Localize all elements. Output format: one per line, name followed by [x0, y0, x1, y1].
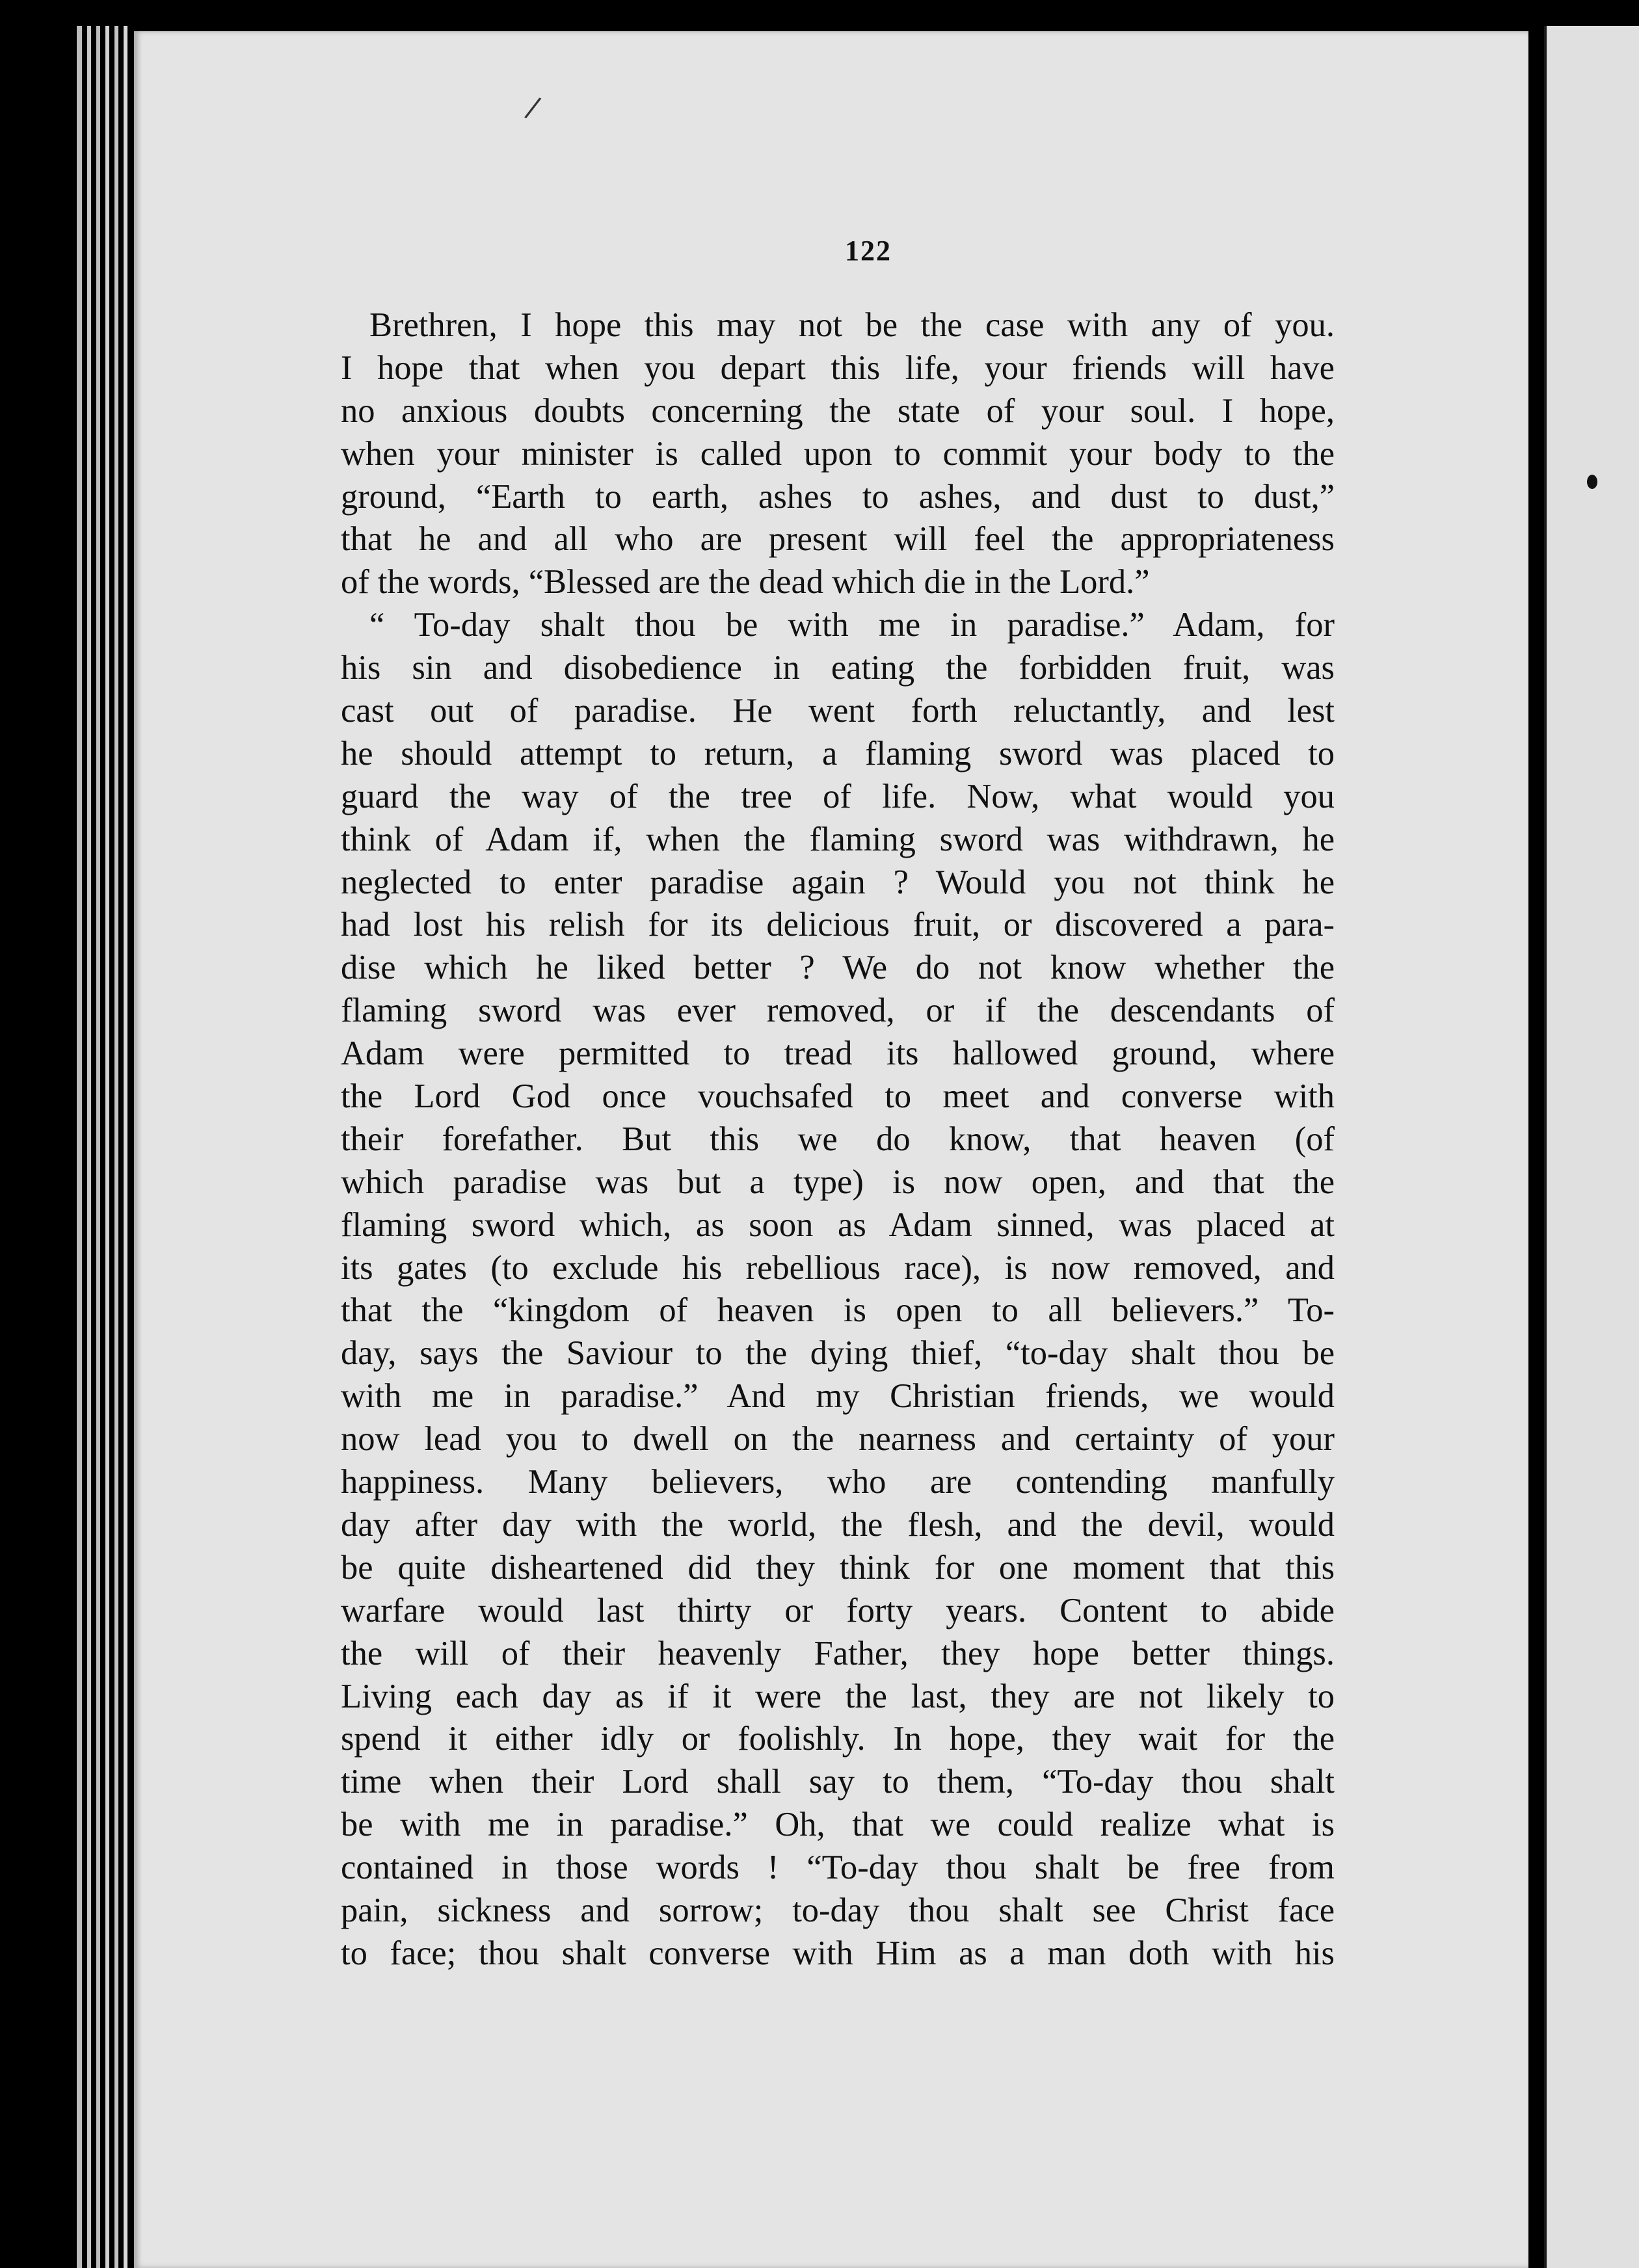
text-line: to face; thou shalt converse with Him as a man doth with his [341, 1934, 1335, 1972]
text-line: when your minister is called upon to commit your body to the [341, 434, 1335, 473]
text-line: dise which he liked better ? We do not know whether the [341, 949, 1335, 987]
text-line: which paradise was but a type) is now open, and that the [341, 1163, 1335, 1201]
page-number: 122 [845, 235, 892, 267]
text-line: be with me in paradise.” Oh, that we could realize what is [341, 1806, 1335, 1844]
text-line: ground, “Earth to earth, ashes to ashes, and dust to dust,” [341, 477, 1335, 516]
ink-spot [1587, 475, 1597, 489]
text-line: its gates (to exclude his rebellious race), is now removed, and [341, 1248, 1335, 1287]
text-line: with me in paradise.” And my Christian friends, we would [341, 1377, 1335, 1416]
text-line: Adam were permitted to tread its hallowed ground, where [341, 1035, 1335, 1073]
text-line: time when their Lord shall say to them, “To-day thou shalt [341, 1763, 1335, 1801]
text-line: day after day with the world, the flesh, and the devil, would [341, 1505, 1335, 1544]
text-line: had lost his relish for its delicious fruit, or discovered a para- [341, 906, 1335, 944]
text-line: that the “kingdom of heaven is open to all believers.” To- [341, 1291, 1335, 1330]
text-line: flaming sword which, as soon as Adam sinned, was placed at [341, 1206, 1335, 1244]
page-edge [124, 26, 127, 2268]
page-edge [114, 26, 118, 2268]
text-line: “ To-day shalt thou be with me in paradise.” Adam, for [369, 606, 1335, 644]
text-line: think of Adam if, when the flaming sword was withdrawn, he [341, 820, 1335, 858]
text-line: neglected to enter paradise again ? Would you not think he [341, 863, 1335, 901]
text-line: that he and all who are present will feel the appropriateness [341, 520, 1335, 559]
text-line: the will of their heavenly Father, they hope better things. [341, 1634, 1335, 1672]
text-line: their forefather. But this we do know, that heaven (of [341, 1120, 1335, 1158]
page-body-text [341, 304, 1335, 1975]
text-line: of the words, “Blessed are the dead which die in the Lord.” [341, 563, 1150, 601]
text-line: guard the way of the tree of life. Now, what would you [341, 777, 1335, 815]
pencil-mark: / [522, 90, 544, 125]
text-line: his sin and disobedience in eating the forbidden fruit, was [341, 649, 1335, 687]
text-line: spend it either idly or foolishly. In hope, they wait for the [341, 1720, 1335, 1758]
text-line: contained in those words ! “To-day thou shalt be free from [341, 1849, 1335, 1887]
text-line: warfare would last thirty or forty years. Content to abide [341, 1591, 1335, 1629]
text-line: Living each day as if it were the last, they are not likely to [341, 1677, 1335, 1715]
text-line: happiness. Many believers, who are contending manfully [341, 1463, 1335, 1501]
text-line: cast out of paradise. He went forth reluctantly, and lest [341, 692, 1335, 730]
page-edge [96, 26, 100, 2268]
text-line: day, says the Saviour to the dying thief, “to-day shalt thou be [341, 1334, 1335, 1373]
text-line: the Lord God once vouchsafed to meet and converse with [341, 1077, 1335, 1116]
text-line: he should attempt to return, a flaming sword was placed to [341, 734, 1335, 772]
text-line: pain, sickness and sorrow; to-day thou shalt see Christ face [341, 1891, 1335, 1929]
facing-page-edge [1544, 26, 1639, 2268]
text-line: be quite disheartened did they think for one moment that this [341, 1548, 1335, 1587]
text-line: now lead you to dwell on the nearness and certainty of your [341, 1420, 1335, 1458]
page-edge [77, 26, 82, 2268]
page-edge [105, 26, 109, 2268]
text-line: I hope that when you depart this life, your friends will have [341, 349, 1335, 387]
text-line: flaming sword was ever removed, or if the descendants of [341, 992, 1335, 1030]
page-edge [87, 26, 91, 2268]
text-line: Brethren, I hope this may not be the case with any of you. [369, 306, 1335, 344]
text-line: no anxious doubts concerning the state of your soul. I hope, [341, 391, 1335, 430]
